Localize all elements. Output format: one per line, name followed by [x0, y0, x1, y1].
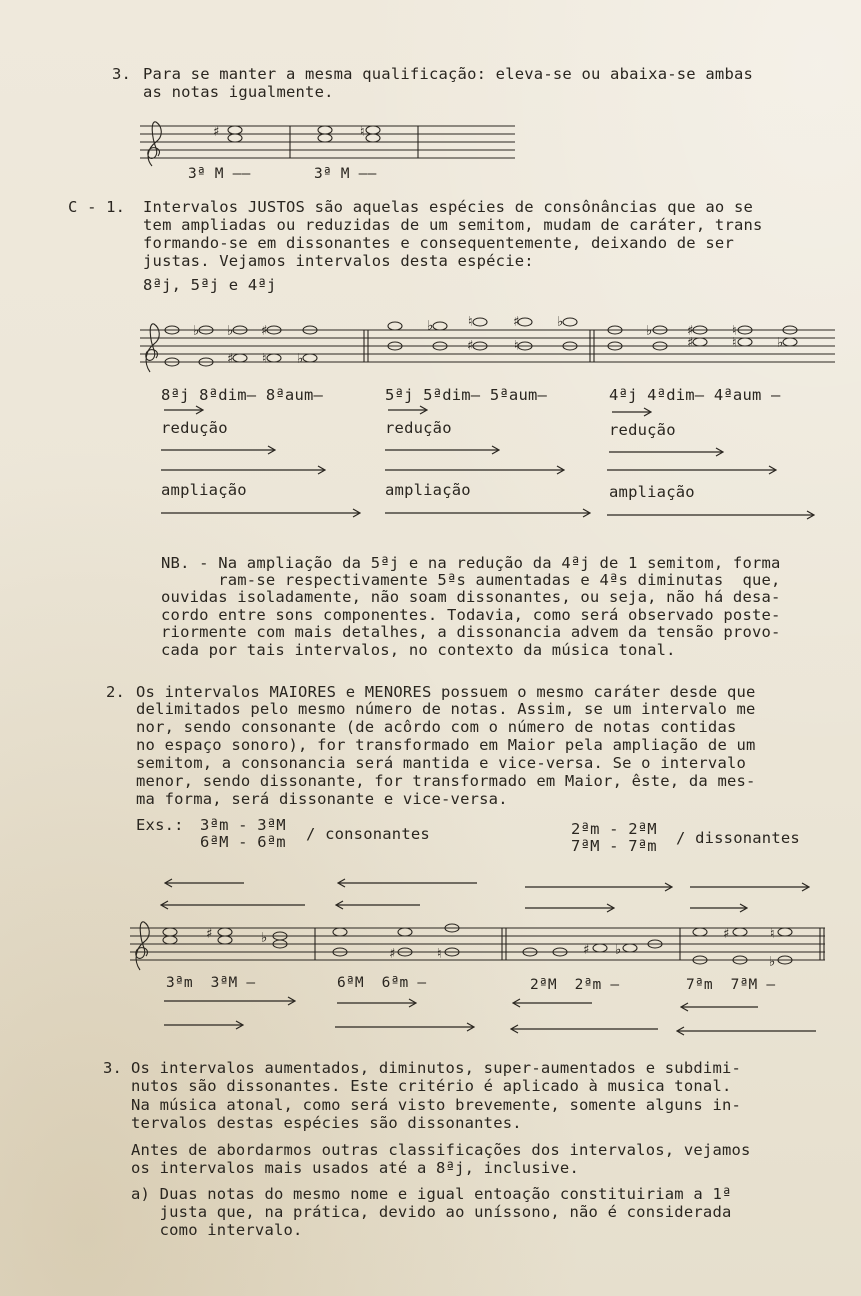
amplification-label: ampliação	[385, 481, 471, 499]
dissonant-pair-bottom: 7ªM - 7ªm	[571, 837, 657, 855]
paragraph-line: nor, sendo consonante (de acôrdo com o número de notas contidas	[136, 718, 737, 736]
interval-label: 2ªM 2ªm —	[530, 977, 620, 993]
arrow-right-icon	[690, 882, 810, 892]
svg-text:♮: ♮	[512, 338, 521, 354]
arrow-right-icon	[690, 903, 748, 913]
arrow-left-icon	[164, 878, 244, 888]
arrow-left-icon	[680, 1002, 758, 1012]
list-item-line: como intervalo.	[131, 1221, 303, 1239]
arrow-right-icon	[164, 405, 204, 415]
paragraph-line: menor, sendo dissonante, for transformado em Maior, êste, da mes-	[136, 772, 756, 790]
arrow-left-icon	[510, 1024, 658, 1034]
svg-text:♯: ♯	[205, 926, 214, 942]
dissonant-pair-top: 2ªm - 2ªM	[571, 820, 657, 838]
note-line: NB. - Na ampliação da 5ªj e na redução da 4ªj de 1 semitom, forma	[161, 554, 781, 572]
arrow-right-icon	[161, 445, 276, 455]
reduction-label: redução	[161, 419, 228, 437]
svg-text:♯: ♯	[722, 926, 731, 942]
svg-text:♭: ♭	[426, 318, 435, 334]
music-staff-3	[130, 918, 830, 974]
arrow-right-icon	[607, 465, 777, 475]
arrow-right-icon	[612, 407, 652, 417]
section-number: 2.	[106, 683, 126, 701]
interval-group-label: 5ªj 5ªdim— 5ªaum—	[385, 386, 548, 404]
svg-text:♭: ♭	[614, 942, 623, 958]
paragraph-line: os intervalos mais usados até a 8ªj, inclusive.	[131, 1159, 579, 1177]
arrow-left-icon	[337, 878, 477, 888]
paragraph-line: tervalos destas espécies são dissonantes.	[131, 1114, 522, 1132]
arrow-right-icon	[164, 1020, 244, 1030]
arrow-right-icon	[388, 405, 428, 415]
music-staff-2	[140, 316, 838, 376]
svg-text:♭: ♭	[768, 954, 777, 970]
interval-group-label: 4ªj 4ªdim— 4ªaum —	[609, 386, 781, 404]
svg-text:♯: ♯	[466, 338, 475, 354]
note-line: cada por tais intervalos, no contexto da música tonal.	[161, 641, 676, 659]
amplification-label: ampliação	[161, 481, 247, 499]
interval-label: 3ªm 3ªM —	[166, 975, 256, 991]
interval-label: 3ª M ——	[188, 166, 251, 182]
arrow-right-icon	[164, 996, 296, 1006]
interval-label: 3ª M ——	[314, 166, 377, 182]
list-item-line: a) Duas notas do mesmo nome e igual entoação constituiriam a 1ª	[131, 1185, 732, 1203]
arrow-right-icon	[335, 1022, 475, 1032]
paragraph-line: Os intervalos aumentados, diminutos, super-aumentados e subdimi-	[131, 1059, 742, 1077]
paragraph-line: Os intervalos MAIORES e MENORES possuem o mesmo caráter desde que	[136, 683, 756, 701]
svg-text:♭: ♭	[776, 335, 785, 351]
svg-text:♮: ♮	[435, 946, 444, 962]
arrow-right-icon	[337, 998, 417, 1008]
svg-text:♭: ♭	[260, 930, 269, 946]
svg-text:♭: ♭	[556, 314, 565, 330]
paragraph-line: ma forma, será dissonante e vice-versa.	[136, 790, 508, 808]
svg-text:♮: ♮	[260, 351, 269, 367]
music-staff-1	[140, 118, 520, 170]
svg-text:♯: ♯	[686, 323, 695, 339]
arrow-right-icon	[525, 882, 673, 892]
interval-subtitle: 8ªj, 5ªj e 4ªj	[143, 276, 277, 294]
svg-text:♭: ♭	[192, 323, 201, 339]
svg-text:♯: ♯	[212, 124, 221, 140]
svg-text:♮: ♮	[466, 314, 475, 330]
svg-text:♭: ♭	[226, 323, 235, 339]
paragraph-line: no espaço sonoro), for transformado em Maior pela ampliação de um	[136, 736, 756, 754]
paragraph-line: justas. Vejamos intervalos desta espécie:	[143, 252, 534, 270]
svg-text:♯: ♯	[388, 946, 397, 962]
note-line: riormente com mais detalhes, a dissonancia advem da tensão provo-	[161, 623, 781, 641]
interval-label: 7ªm 7ªM —	[686, 977, 776, 993]
dissonant-word: / dissonantes	[676, 829, 800, 847]
svg-text:♯: ♯	[226, 351, 235, 367]
svg-text:♯: ♯	[686, 335, 695, 351]
consonant-pair-top: 3ªm - 3ªM	[200, 816, 286, 834]
reduction-label: redução	[385, 419, 452, 437]
paragraph-line: Na música atonal, como será visto brevemente, somente alguns in-	[131, 1096, 742, 1114]
section-number: C - 1.	[68, 198, 126, 216]
arrow-right-icon	[385, 508, 591, 518]
arrow-right-icon	[385, 445, 500, 455]
paragraph-line: nutos são dissonantes. Este critério é aplicado à musica tonal.	[131, 1077, 732, 1095]
interval-group-label: 8ªj 8ªdim— 8ªaum—	[161, 386, 324, 404]
paragraph-line: delimitados pelo mesmo número de notas. Assim, se um intervalo me	[136, 700, 756, 718]
arrow-right-icon	[161, 508, 361, 518]
arrow-left-icon	[335, 900, 420, 910]
svg-text:♮: ♮	[358, 124, 367, 140]
paragraph-line: semitom, a consonancia será mantida e vice-versa. Se o intervalo	[136, 754, 747, 772]
note-line: cordo entre sons componentes. Todavia, como será observado poste-	[161, 606, 781, 624]
section-number: 3.	[112, 65, 132, 83]
arrow-left-icon	[676, 1026, 816, 1036]
amplification-label: ampliação	[609, 483, 695, 501]
svg-text:♮: ♮	[730, 323, 739, 339]
consonant-pair-bottom: 6ªM - 6ªm	[200, 833, 286, 851]
svg-text:♯: ♯	[260, 323, 269, 339]
consonant-word: / consonantes	[306, 825, 430, 843]
arrow-right-icon	[607, 510, 815, 520]
reduction-label: redução	[609, 421, 676, 439]
svg-text:♯: ♯	[582, 942, 591, 958]
arrow-right-icon	[161, 465, 326, 475]
examples-label: Exs.:	[136, 816, 184, 834]
paragraph-line: Para se manter a mesma qualificação: eleva-se ou abaixa-se ambas	[143, 65, 754, 83]
arrow-right-icon	[609, 447, 724, 457]
paragraph-line: formando-se em dissonantes e consequentemente, deixando de ser	[143, 234, 734, 252]
note-line: ouvidas isoladamente, não soam dissonantes, ou seja, não há desa-	[161, 588, 781, 606]
paragraph-line: tem ampliadas ou reduzidas de um semitom, mudam de caráter, trans	[143, 216, 763, 234]
paragraph-line: Intervalos JUSTOS são aquelas espécies de consônâncias que ao se	[143, 198, 754, 216]
arrow-right-icon	[525, 903, 615, 913]
paragraph-line: Antes de abordarmos outras classificações dos intervalos, vejamos	[131, 1141, 751, 1159]
svg-text:♮: ♮	[768, 926, 777, 942]
interval-label: 6ªM 6ªm —	[337, 975, 427, 991]
arrow-left-icon	[160, 900, 305, 910]
svg-text:♭: ♭	[645, 323, 654, 339]
section-number: 3.	[103, 1059, 123, 1077]
list-item-line: justa que, na prática, devido ao uníssono, não é considerada	[131, 1203, 732, 1221]
arrow-right-icon	[385, 465, 565, 475]
svg-text:♭: ♭	[296, 351, 305, 367]
arrow-left-icon	[512, 998, 592, 1008]
svg-text:♮: ♮	[730, 335, 739, 351]
svg-text:♯: ♯	[512, 314, 521, 330]
paragraph-line: as notas igualmente.	[143, 83, 334, 101]
note-line: ram-se respectivamente 5ªs aumentadas e 4ªs diminutas que,	[161, 571, 781, 589]
